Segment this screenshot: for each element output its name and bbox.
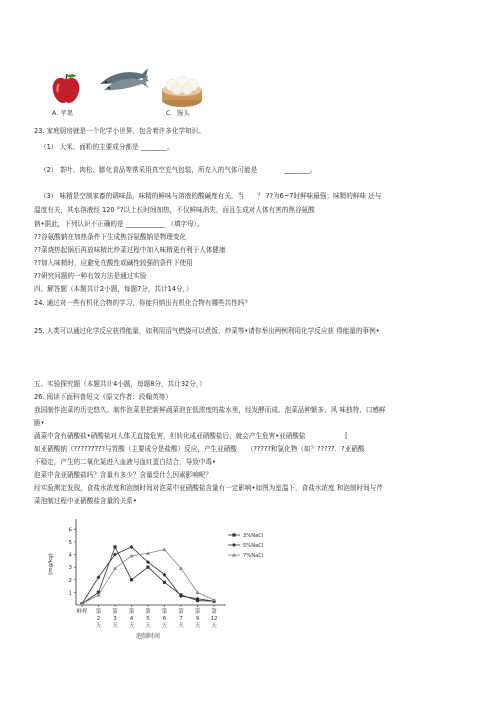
x-tick-label: 第 [112, 609, 118, 615]
x-tick-label: 第 [211, 609, 217, 615]
x-tick-label: 第 [161, 609, 168, 615]
article-text: 如亚硝酸钠（?????????与胃酸（主要成分是盐酸）反应，产生亚硝酸 （?????和氯化物（如？?????．?亚硝酸 [34, 445, 365, 453]
x-tick-label: 天 [161, 623, 168, 629]
series-line [82, 547, 214, 604]
option-d: ??研究问题的一种有效方法是通过实验 [34, 272, 147, 280]
question-26-title: 26. 阅读下面科普短文（原文作者：段翰英等） [34, 393, 172, 401]
nitrite-content-chart [40, 513, 280, 645]
article-text: 脆• [34, 419, 45, 427]
apple-caption: A. 苹果 [52, 109, 74, 117]
question-23-text: 温度有关，其水溶液经 120 °?以上长时间加热，不仅鲜味消失，而且生成对人体有害的焦谷氨酸 [34, 206, 315, 214]
x-tick-label: 4 [129, 616, 134, 622]
y-tick-label: 4 [68, 552, 72, 559]
question-23-title: 23. 家庭厨房就是一个化学小世界，包含着许多化学知识。 [34, 127, 205, 135]
legend-marker [232, 543, 236, 547]
y-axis-label: (mg/kg) [48, 553, 54, 575]
x-tick-label: 鲜样 [76, 609, 88, 615]
data-point [113, 545, 116, 548]
article-text: 我国制作泡菜的历史悠久。制作泡菜是把新鲜蔬菜泡在低浓度的盐水里，经发酵而成。泡菜品种繁多、风 味独特、口感鲜 [34, 406, 386, 414]
x-tick-label: 9 [195, 616, 200, 622]
question-23-part-2: （2） 茶叶、肉松、膨化食品等常采用真空充气包装，所充入的气体可能是 ________。 [40, 166, 317, 174]
x-tick-label: 第 [178, 609, 184, 615]
option-a: ??谷氨酸钠在加热条件下生成焦谷氨酸钠是物理变化 [34, 233, 187, 241]
y-tick-label: 5 [68, 539, 72, 546]
x-tick-label: 第 [194, 609, 201, 615]
legend-label: 3%NaCl [243, 533, 264, 539]
question-25: 25. 人类可以通过化学反应获得能量，如利用沼气燃烧可以煮饭、炒菜等•请你举出两例利用化学反应获 得能量的事例• [34, 327, 380, 335]
apple-icon [50, 72, 82, 106]
article-text: 泡菜中含亚硝酸盐吗？含量有多少？含量受什么因素影响呢？ [34, 471, 213, 479]
x-tick-label: 天 [211, 623, 217, 629]
x-tick-label: 2 [96, 616, 101, 622]
x-tick-label: 第 [145, 609, 151, 615]
x-tick-label: 第 [95, 609, 102, 615]
x-tick-label: 3 [113, 616, 117, 622]
x-axis-label: 泡制时间 [135, 633, 161, 640]
section-4-heading: 四、解答题（本题共计2小题，每题7分，共计14分，） [34, 285, 193, 293]
article-text: 经实验测定发现，食盐水浓度和泡制时间对泡菜中亚硝酸盐含量有一定影响•如图为室温下，食盐水浓度 和泡制时间与芹 [34, 484, 383, 492]
x-tick-label: 天 [145, 623, 151, 629]
bun-caption: C．馒头 [166, 109, 190, 117]
article-text: 不稳定，产生的二氧化氮进入血液与血红蛋白结合，导致中毒• [34, 458, 216, 466]
x-tick-label: 6 [162, 616, 167, 622]
x-tick-label: 第 [128, 609, 135, 615]
article-text: 蔬菜中含有硝酸盐•硝酸盐对人体无直接危害，但转化成亚硝酸盐后，就会产生危害•亚硝酸盐 [ [34, 432, 348, 440]
question-24: 24. 通过对一些有机化合物的学习，你能归纳出有机化合物有哪些共性吗？ [34, 299, 251, 307]
x-tick-label: 天 [95, 623, 102, 629]
y-tick-label: 1 [68, 590, 72, 597]
data-point [163, 547, 167, 551]
x-tick-label: 天 [112, 623, 118, 629]
steamed-bun-icon [160, 70, 204, 108]
data-point [163, 581, 166, 584]
legend-label: 7%NaCl [243, 553, 264, 559]
question-23-part-1: （1） 大米、面粉的主要成分都是 ________。 [40, 143, 174, 151]
x-tick-label: 天 [194, 623, 201, 629]
option-b: ??菜烧热起锅后再放味精比炒菜过程中加入味精更有利于人体健康 [34, 246, 226, 254]
data-point [146, 566, 149, 569]
x-tick-label: 天 [128, 623, 135, 629]
y-tick-label: 6 [68, 527, 72, 534]
x-tick-label: 12 [210, 616, 218, 622]
article-text: 菜泡制过程中亚硝酸盐含量的关系• [34, 497, 137, 505]
fish-icon [98, 64, 150, 94]
legend-marker [232, 533, 235, 536]
y-tick-label: 3 [68, 565, 72, 572]
series-line [82, 547, 214, 604]
section-5-heading: 五、实验探究题（本题共计4小题，每题8分，共计32分，） [34, 380, 206, 388]
question-23-part-3: （3） 味精是空制家畜的调味品，味精的鲜味与溶液的酸碱度有关，当 ？ ??为6~7时鲜味最强；味精的鲜味 还与 [40, 192, 382, 200]
option-c: ??加入味精时，应避免在酸性或碱性较强的条件下使用 [34, 259, 193, 267]
y-tick-label: 2 [68, 577, 72, 584]
series-line [82, 549, 214, 603]
data-point [130, 578, 133, 581]
x-tick-label: 天 [178, 623, 184, 629]
x-tick-label: 5 [146, 616, 150, 622]
x-tick-label: 7 [179, 616, 183, 622]
question-23-text: 钠•据此，下列认识不正确的是 ____________ （填字母）。 [34, 220, 204, 228]
legend-label: 5%NaCl [243, 543, 264, 549]
